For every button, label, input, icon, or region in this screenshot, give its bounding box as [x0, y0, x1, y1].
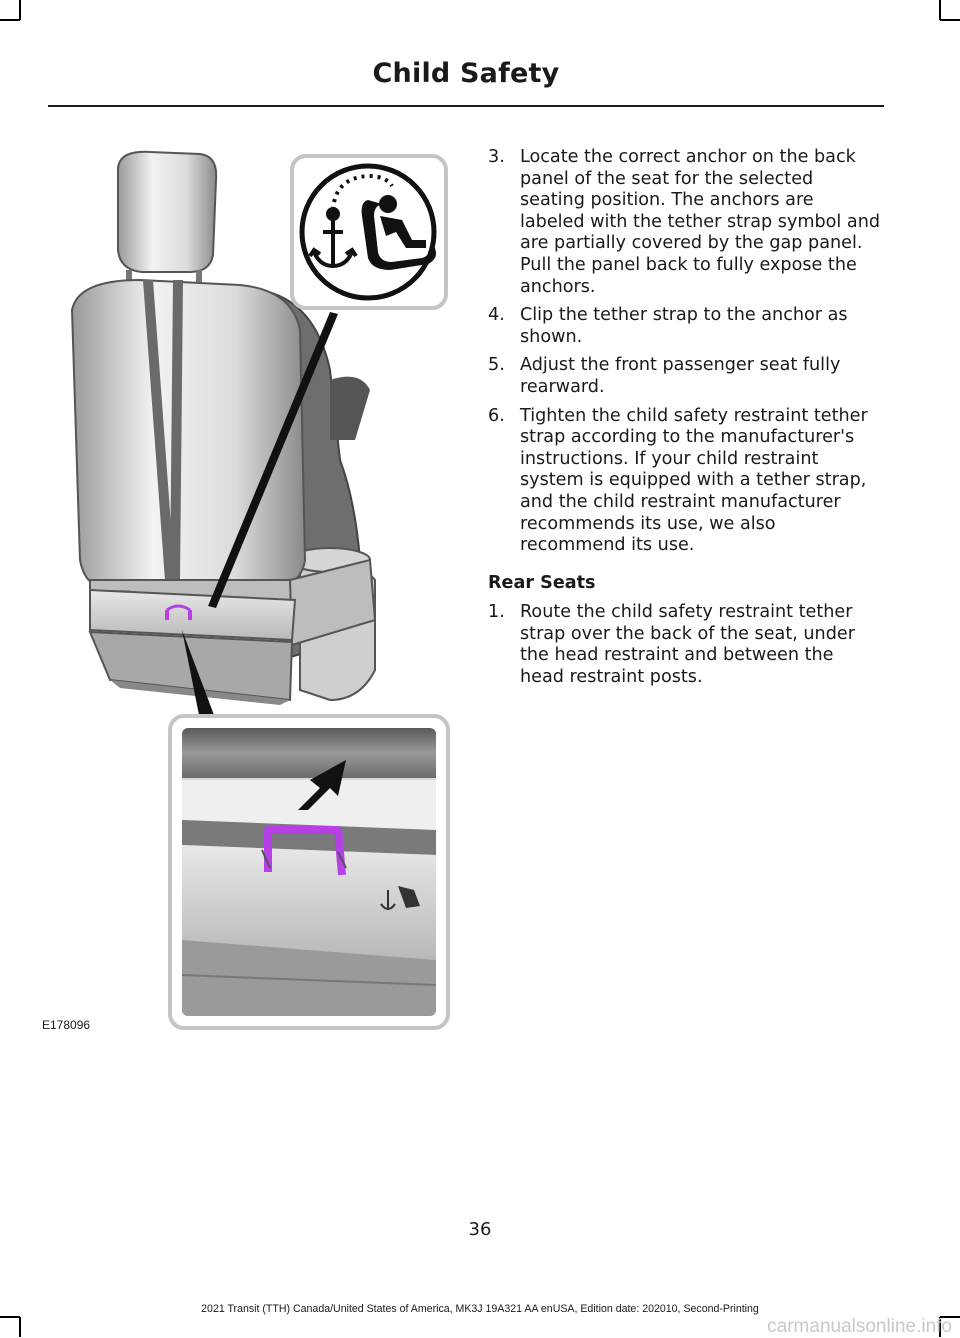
watermark: carmanualsonline.info [767, 1316, 952, 1337]
footer-text: 2021 Transit (TTH) Canada/United States of America, MK3J 19A321 AA enUSA, Edition date: 202010, Second-Printing [201, 1303, 759, 1315]
crop-mark [19, 1317, 21, 1337]
crop-mark [939, 0, 941, 20]
step-item [488, 305, 883, 348]
step-item [488, 406, 883, 557]
crop-mark [0, 1316, 20, 1318]
step-item [488, 147, 883, 298]
step-text: Adjust the front passenger seat fully rearward. [520, 355, 841, 397]
step-number: 4. [488, 305, 505, 326]
page-title: Child Safety [372, 58, 560, 89]
step-number: 1. [488, 602, 505, 623]
step-text: Tighten the child safety restraint tether strap according to the manufacturer's instructions. If your child restraint system is equipped with a tether strap, and the child restraint manufacturer recommends its use, we also recommend its use. [520, 405, 868, 556]
figure-id: E178096 [42, 1018, 91, 1032]
tether-symbol-callout [292, 156, 446, 308]
step-item [488, 355, 883, 398]
crop-mark [19, 0, 21, 20]
step-text: Locate the correct anchor on the back panel of the seat for the selected seating position. The anchors are labeled with the tether strap symbol and are partially covered by the gap panel. Pull the panel back to fully expose the anchors. [520, 147, 881, 297]
seat-illustration [30, 140, 460, 1040]
step-text: Route the child safety restraint tether strap over the back of the seat, under the head restraint and between the head restraint posts. [520, 602, 855, 688]
instructions-column [488, 147, 883, 696]
step-text: Clip the tether strap to the anchor as shown. [520, 305, 848, 347]
step-number: 5. [488, 355, 505, 376]
step-number: 6. [488, 405, 505, 426]
section-heading: Rear Seats [488, 572, 596, 593]
step-item [488, 602, 883, 688]
crop-mark [0, 19, 20, 21]
page-number: 36 [468, 1219, 492, 1240]
anchor-detail-callout [170, 716, 448, 1028]
step-number: 3. [488, 147, 505, 167]
headrest [118, 152, 216, 290]
crop-mark [940, 19, 960, 21]
header-rule [48, 105, 884, 107]
